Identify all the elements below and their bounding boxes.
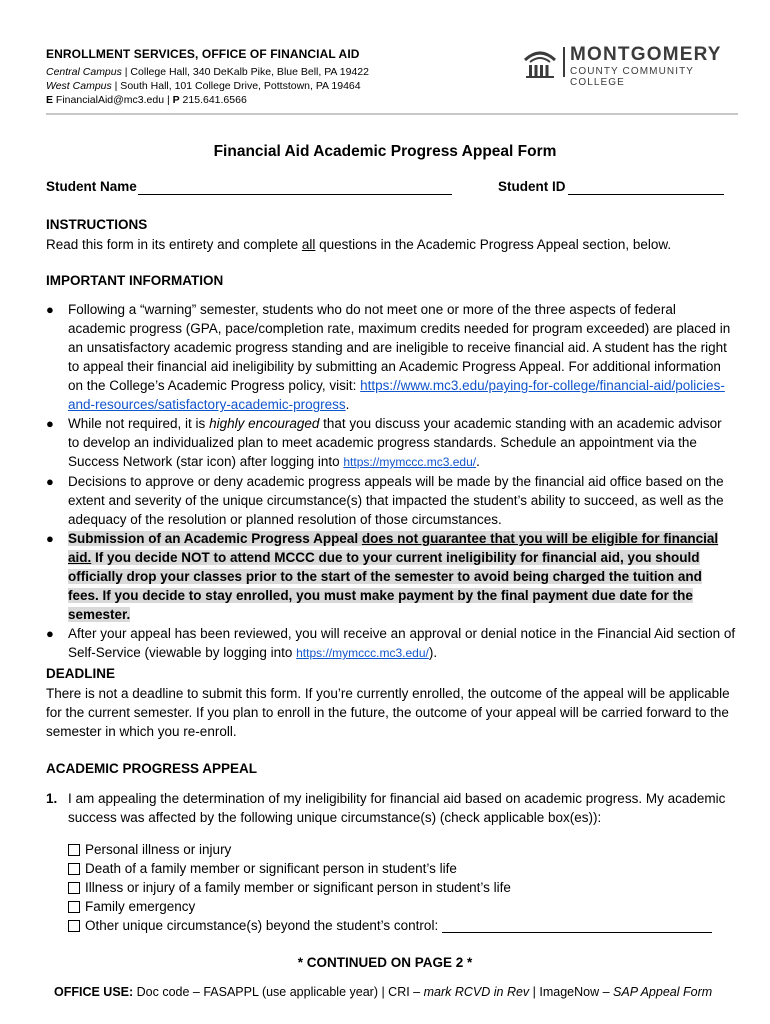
list-item: ● After your appeal has been reviewed, you will receive an approval or denial notice in the Financial Aid section of Self-Service (viewable by logging into https://mymccc.mc3.edu/).: [46, 626, 736, 660]
important-list: [46, 300, 736, 663]
student-name-label: Student Name: [46, 179, 137, 194]
form-title: Financial Aid Academic Progress Appeal Form: [213, 143, 557, 160]
sap-policy-link[interactable]: https://www.mc3.edu/paying-for-college/financial-aid/policies-and-resources/satisfactory-academic-progress: [68, 378, 725, 412]
student-name-field[interactable]: [138, 180, 452, 195]
checkbox-icon[interactable]: [68, 882, 80, 894]
checkbox-option[interactable]: Death of a family member or significant person in student’s life: [68, 859, 712, 878]
deadline-heading: DEADLINE: [46, 666, 116, 681]
logo-line1: MONTGOMERY: [570, 44, 722, 65]
mymccc-link[interactable]: https://mymccc.mc3.edu/: [343, 455, 477, 469]
instructions-heading: INSTRUCTIONS: [46, 217, 148, 232]
bullet-icon: ●: [46, 302, 54, 317]
bullet-icon: ●: [46, 474, 54, 489]
list-item: ● Decisions to approve or deny academic progress appeals will be made by the financial aid office based on the extent and severity of the unique circumstance(s) that impacted the student’s ability to succeed, as well as the adequacy of the resolution or planned resolution of those circumstances.: [46, 474, 724, 527]
office-name: ENROLLMENT SERVICES, OFFICE OF FINANCIAL AID: [46, 47, 360, 61]
self-service-link[interactable]: https://mymccc.mc3.edu/: [296, 646, 429, 660]
checkbox-option[interactable]: Other unique circumstance(s) beyond the student’s control:: [68, 916, 712, 935]
deadline-text: There is not a deadline to submit this form. If you’re currently enrolled, the outcome of the appeal will be applicable for the current semester. If you plan to enroll in the future, the outcome of your appeal will be carried forward to the semester in which you re-enroll.: [46, 686, 730, 739]
logo-line2: COUNTY COMMUNITY COLLEGE: [570, 66, 694, 88]
list-item: ● While not required, it is highly encouraged that you discuss your academic standing with an academic advisor to develop an individualized plan to meet academic progress standards. Schedule an appointment via the Success Network (star icon) after logging into https://mymccc.mc3.edu/.: [46, 416, 722, 469]
office-use-line: OFFICE USE: Doc code – FASAPPL (use applicable year) | CRI – mark RCVD in Rev | ImageNow – SAP Appeal Form: [54, 985, 713, 999]
student-id-label: Student ID: [498, 179, 566, 194]
checkbox-option[interactable]: Family emergency: [68, 897, 712, 916]
other-circumstance-field[interactable]: [442, 919, 712, 933]
list-item: ● Following a “warning” semester, students who do not meet one or more of the three aspects of federal academic progress (GPA, pace/completion rate, maximum credits needed for program exceeded) are placed in an unsatisfactory academic progress standing and are ineligible to receive financial aid. A student has the right to appeal their financial aid ineligibility by submitting an Academic Progress Appeal. For additional information on the College’s Academic Progress policy, visit: https://www.mc3.edu/paying-for-college/financial-aid/policies-and-resources/satisfactory-academic-progress.: [46, 302, 731, 412]
bullet-icon: ●: [46, 531, 54, 546]
question-1: [46, 789, 736, 827]
bullet-icon: ●: [46, 626, 54, 641]
question-number: 1.: [46, 791, 58, 806]
student-id-field[interactable]: [568, 180, 724, 195]
instructions-text: Read this form in its entirety and complete all questions in the Academic Progress Appeal section, below.: [46, 237, 672, 252]
checkbox-icon[interactable]: [68, 920, 80, 932]
question-text: I am appealing the determination of my ineligibility for financial aid based on academic progress. My academic success was affected by the following unique circumstance(s) (check applicable box(es)):: [68, 791, 726, 825]
checkbox-icon[interactable]: [68, 901, 80, 913]
checkbox-option[interactable]: Illness or injury of a family member or significant person in student’s life: [68, 878, 712, 897]
logo-divider: [563, 47, 565, 77]
checkbox-option[interactable]: Personal illness or injury: [68, 840, 712, 859]
circumstance-checklist: [68, 840, 712, 935]
list-item: [46, 529, 736, 624]
college-building-icon: [522, 44, 558, 80]
appeal-heading: ACADEMIC PROGRESS APPEAL: [46, 761, 258, 776]
continued-notice: * CONTINUED ON PAGE 2 *: [297, 955, 473, 970]
warning-highlight: Submission of an Academic Progress Appeal does not guarantee that you will be eligible for financial aid. If you decide NOT to attend MCCC due to your current ineligibility for financial aid, you should officially drop your classes prior to the start of the semester to avoid being charged the tuition and fees. If you decide to stay enrolled, you must make payment by the final payment due date for the semester.: [68, 531, 719, 622]
west-campus-line: West Campus | South Hall, 101 College Drive, Pottstown, PA 19464: [46, 80, 361, 92]
checkbox-icon[interactable]: [68, 844, 80, 856]
checkbox-icon[interactable]: [68, 863, 80, 875]
college-logo: [522, 44, 738, 88]
contact-line: E FinancialAid@mc3.edu | P 215.641.6566: [46, 94, 247, 106]
important-heading: IMPORTANT INFORMATION: [46, 273, 224, 288]
bullet-icon: ●: [46, 416, 54, 431]
central-campus-line: Central Campus | College Hall, 340 DeKalb Pike, Blue Bell, PA 19422: [46, 66, 369, 78]
header-rule: [46, 113, 738, 115]
